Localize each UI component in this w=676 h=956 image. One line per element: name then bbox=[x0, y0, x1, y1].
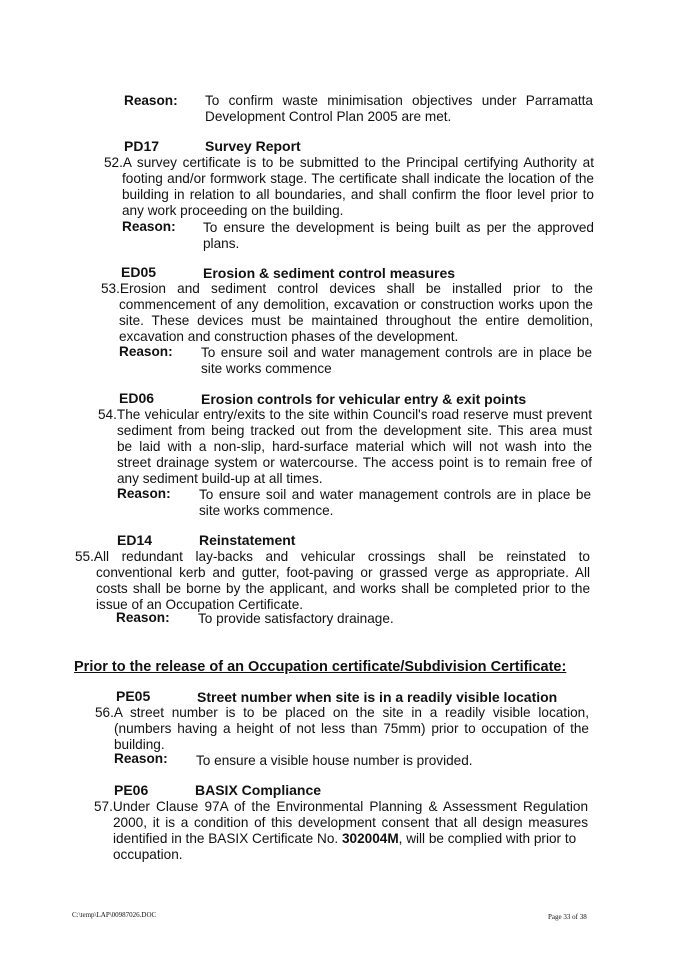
basix-certificate-number: 302004M bbox=[341, 831, 399, 846]
reason-text: To ensure the development is being built as per the approved bbox=[203, 220, 594, 235]
condition-text: footing and/or formwork stage. The certificate shall indicate the location of the bbox=[122, 171, 594, 186]
condition-text: 54.The vehicular entry/exits to the site within Council's road reserve must prevent bbox=[98, 407, 592, 422]
condition-code: ED06 bbox=[119, 390, 155, 406]
condition-code: PE06 bbox=[114, 782, 149, 798]
condition-text: issue of an Occupation Certificate. bbox=[96, 597, 304, 612]
condition-text: be laid with a non-slip, hard-surface material which will not wash into the bbox=[117, 439, 592, 454]
condition-text-part: identified in the BASIX Certificate No. bbox=[113, 831, 342, 846]
condition-text: excavation and construction phases of the development. bbox=[119, 329, 459, 344]
condition-text: 55.All redundant lay-backs and vehicular crossings shall be reinstated to bbox=[75, 549, 590, 564]
condition-code: ED05 bbox=[121, 264, 157, 280]
condition-text: 53.Erosion and sediment control devices shall be installed prior to the bbox=[101, 281, 593, 296]
condition-text: any sediment build-up at all times. bbox=[117, 471, 323, 486]
condition-text: 2000, it is a condition of this development consent that all design measures bbox=[113, 815, 588, 830]
reason-label: Reason: bbox=[116, 610, 170, 625]
condition-title: Erosion & sediment control measures bbox=[203, 265, 456, 281]
condition-text: building in relation to all boundaries, and shall confirm the floor level prior to bbox=[122, 187, 594, 202]
condition-code: PE05 bbox=[116, 688, 151, 704]
condition-title: Reinstatement bbox=[199, 532, 296, 548]
condition-text: costs shall be borne by the applicant, and works shall be completed prior to the bbox=[96, 581, 590, 596]
condition-title: Survey Report bbox=[205, 138, 301, 154]
condition-code: PD17 bbox=[124, 138, 160, 154]
reason-text: To ensure soil and water management controls are in place be bbox=[201, 345, 592, 360]
condition-text: sediment from being tracked out from the development site. This area must bbox=[117, 423, 592, 438]
condition-title: BASIX Compliance bbox=[195, 782, 322, 798]
condition-text: any work proceeding on the building. bbox=[122, 203, 344, 218]
reason-text: To ensure soil and water management controls are in place be bbox=[199, 487, 591, 502]
reason-label: Reason: bbox=[122, 219, 176, 234]
condition-title: Erosion controls for vehicular entry & exit points bbox=[201, 391, 527, 407]
condition-text: building. bbox=[114, 737, 165, 752]
reason-label: Reason: bbox=[119, 344, 173, 359]
reason-text: plans. bbox=[203, 236, 240, 251]
reason-text: To provide satisfactory drainage. bbox=[198, 611, 394, 626]
condition-text-part: , will be complied with prior to bbox=[398, 831, 577, 846]
condition-text: conventional kerb and gutter, foot-paving or grassed verge as appropriate. All bbox=[96, 565, 590, 580]
condition-text: street drainage system or watercourse. The access point is to remain free of bbox=[117, 455, 592, 470]
reason-label: Reason: bbox=[124, 93, 178, 108]
reason-label: Reason: bbox=[114, 751, 168, 766]
condition-text: occupation. bbox=[113, 847, 183, 862]
condition-text: 57.Under Clause 97A of the Environmental Planning & Assessment Regulation bbox=[94, 799, 588, 814]
reason-text: Development Control Plan 2005 are met. bbox=[205, 109, 452, 124]
section-heading: Prior to the release of an Occupation certificate/Subdivision Certificate: bbox=[74, 659, 567, 675]
reason-text: To ensure a visible house number is provided. bbox=[196, 753, 473, 768]
reason-text: site works commence. bbox=[199, 503, 334, 518]
reason-text: site works commence bbox=[201, 361, 332, 376]
reason-label: Reason: bbox=[117, 486, 171, 501]
condition-text: 52.A survey certificate is to be submitted to the Principal certifying Authority at bbox=[104, 155, 594, 170]
footer-file-path: C:\temp\LAP\00987026.DOC bbox=[72, 911, 157, 919]
reason-text: To confirm waste minimisation objectives under Parramatta bbox=[205, 93, 593, 108]
condition-text: 56.A street number is to be placed on the site in a readily visible location, bbox=[95, 705, 589, 720]
condition-text: commencement of any demolition, excavation or construction works upon the bbox=[119, 297, 593, 312]
condition-text bbox=[113, 831, 576, 847]
footer-page-number: Page 33 of 38 bbox=[548, 913, 587, 921]
condition-code: ED14 bbox=[117, 532, 153, 548]
condition-text: (numbers having a height of not less than 75mm) prior to occupation of the bbox=[114, 721, 589, 736]
condition-text: site. These devices must be maintained throughout the entire demolition, bbox=[119, 313, 593, 328]
condition-title: Street number when site is in a readily visible location bbox=[197, 689, 558, 705]
